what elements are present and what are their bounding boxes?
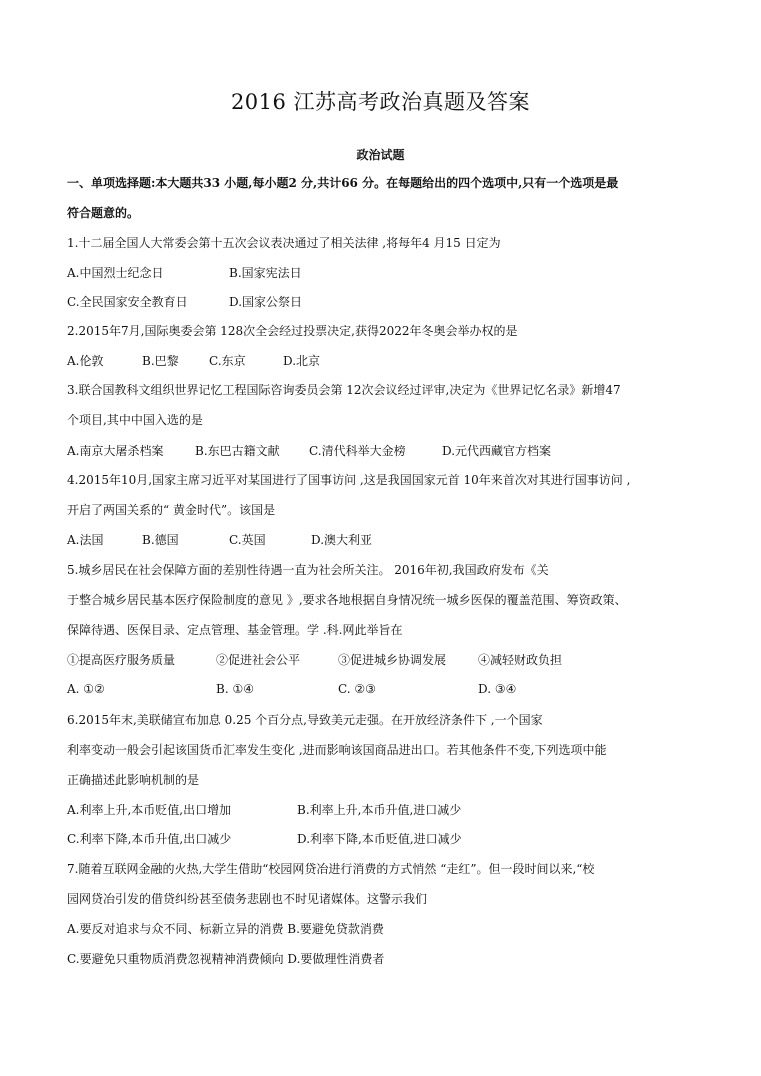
q5-option-d: D. ③④ <box>478 682 517 696</box>
q3-option-d: D.元代西藏官方档案 <box>442 444 552 458</box>
q3-option-c: C.清代科举大金榜 <box>309 444 406 458</box>
q2-stem: 2.2015年7月,国际奥委会第 128次全会经过投票决定,获得2022年冬奥会举办权的是 <box>67 324 518 338</box>
q3-stem-line2: 个项目,其中中国入选的是 <box>67 413 203 427</box>
q7-options-cd: C.要避免只重物质消费忽视精神消费倾向 D.要做理性消费者 <box>67 952 385 966</box>
q5-option-c: C. ②③ <box>338 682 376 696</box>
q5-statement-2: ②促进社会公平 <box>216 653 301 667</box>
q5-option-b: B. ①④ <box>216 682 254 696</box>
q1-option-c: C.全民国家安全教育日 <box>67 295 188 309</box>
q5-stem-line1: 5.城乡居民在社会保障方面的差别性待遇一直为社会所关注。 2016年初,我国政府发布《关 <box>67 563 549 577</box>
q6-stem-line1: 6.2015年末,美联储宣布加息 0.25 个百分点,导致美元走强。在开放经济条件下 ,一个国家 <box>67 713 543 727</box>
q2-option-c: C.东京 <box>209 354 246 368</box>
section-heading-line2: 符合题意的。 <box>67 206 140 220</box>
q4-option-a: A.法国 <box>67 533 104 547</box>
q2-option-d: D.北京 <box>283 354 321 368</box>
q6-option-b: B.利率上升,本币升值,进口减少 <box>297 803 462 817</box>
q7-stem-line2: 园网贷冶引发的借贷纠纷甚至债务悲剧也不时见诸媒体。这警示我们 <box>67 892 428 906</box>
q3-option-b: B.东巴古籍文献 <box>195 444 280 458</box>
document-subtitle: 政治试题 <box>356 148 405 162</box>
q4-option-c: C.英国 <box>229 533 266 547</box>
q5-stem-line3: 保障待遇、医保目录、定点管理、基金管理。学 .科.网此举旨在 <box>67 623 403 637</box>
q7-options-ab: A.要反对追求与众不同、标新立异的消费 B.要避免贷款消费 <box>67 922 384 936</box>
q4-stem-line2: 开启了两国关系的“ 黄金时代”。该国是 <box>67 503 276 517</box>
q1-option-a: A.中国烈士纪念日 <box>67 266 164 280</box>
q2-option-b: B.巴黎 <box>142 354 179 368</box>
q5-stem-line2: 于整合城乡居民基本医疗保险制度的意见 》,要求各地根据自身情况统一城乡医保的覆盖范围、筹资政策、 <box>67 593 627 607</box>
q5-option-a: A. ①② <box>67 682 105 696</box>
section-heading-line1: 一、单项选择题:本大题共33 小题,每小题2 分,共计66 分。在每题给出的四个选项中,只有一个选项是最 <box>67 176 619 190</box>
q4-stem-line1: 4.2015年10月,国家主席习近平对某国进行了国事访问 ,这是我国国家元首 10年来首次对其进行国事访问 , <box>67 473 631 487</box>
q4-option-d: D.澳大利亚 <box>311 533 373 547</box>
q1-stem: 1.十二届全国人大常委会第十五次会议表决通过了相关法律 ,将每年4 月15 日定为 <box>67 236 501 250</box>
q3-stem-line1: 3.联合国教科文组织世界记忆工程国际咨询委员会第 12次会议经过评审,决定为《世界记忆名录》新增47 <box>67 383 621 397</box>
q6-option-d: D.利率下降,本币贬值,进口减少 <box>297 832 462 846</box>
q6-option-c: C.利率下降,本币升值,出口减少 <box>67 832 232 846</box>
q4-option-b: B.德国 <box>142 533 179 547</box>
q5-statement-1: ①提高医疗服务质量 <box>67 653 176 667</box>
q1-option-d: D.国家公祭日 <box>229 295 303 309</box>
q1-option-b: B.国家宪法日 <box>229 266 302 280</box>
q5-statement-4: ④减轻财政负担 <box>478 653 563 667</box>
q7-stem-line1: 7.随着互联网金融的火热,大学生借助“校园网贷冶进行消费的方式悄然 “走红”。但一段时间以来,“校 <box>67 862 595 876</box>
q6-stem-line3: 正确描述此影响机制的是 <box>67 773 200 787</box>
q5-statement-3: ③促进城乡协调发展 <box>338 653 447 667</box>
q6-option-a: A.利率上升,本币贬值,出口增加 <box>67 803 232 817</box>
q2-option-a: A.伦敦 <box>67 354 104 368</box>
q6-stem-line2: 利率变动一般会引起该国货币汇率发生变化 ,进而影响该国商品进出口。若其他条件不变,下列选项中能 <box>67 743 607 757</box>
q3-option-a: A.南京大屠杀档案 <box>67 444 164 458</box>
document-title: 2016 江苏高考政治真题及答案 <box>230 90 531 114</box>
